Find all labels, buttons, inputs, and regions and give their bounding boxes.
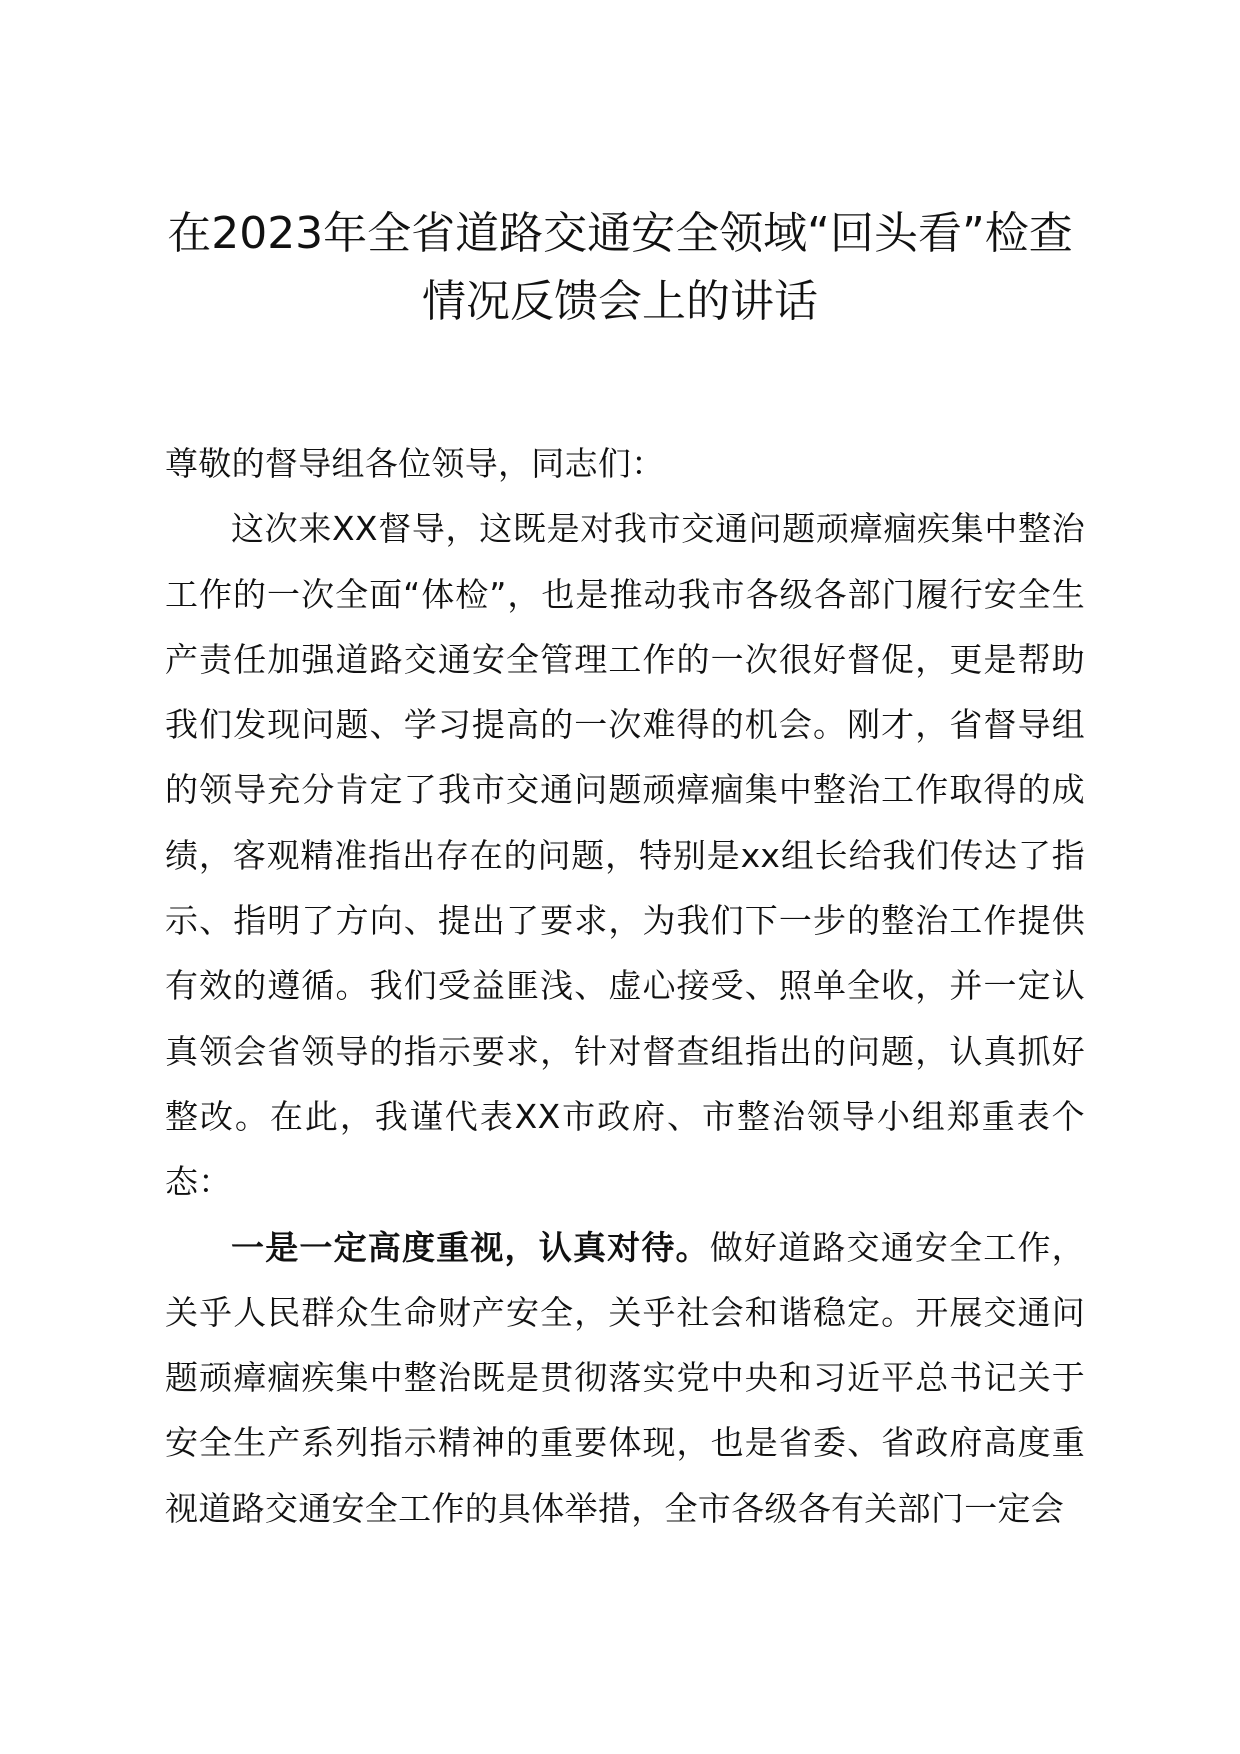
document-title: 在2023年全省道路交通安全领域“回头看”检查情况反馈会上的讲话 [167, 208, 1073, 327]
paragraph-1-text: 这次来XX督导，这既是对我市交通问题顽瘴痼疾集中整治工作的一次全面“体检”，也是推动我市各级各部门履行安全生产责任加强道路交通安全管理工作的一次很好督促，更是帮助我们发现问题、学习提高的一次难得的机会。刚才，省督导组的领导充分肯定了我市交通问题顽瘴痼集中整治工作取得的成绩，客观精准指出存在的问题，特别是xx组长给我们传达了指示、指明了方向、提出了要求，为我们下一步的整治工作提供有效的遵循。我们受益匪浅、虚心接受、照单全收，并一定认真领会省领导的指示要求，针对督查组指出的问题，认真抓好整改。在此，我谨代表XX市政府、市整治领导小组郑重表个态： [165, 509, 1085, 1202]
paragraph-2-text: 做好道路交通安全工作，关乎人民群众生命财产安全，关乎社会和谐稳定。开展交通问题顽瘴痼疾集中整治既是贯彻落实党中央和习近平总书记关于安全生产系列指示精神的重要体现，也是省委、省政府高度重视道路交通安全工作的具体举措，全市各级各有关部门一定会 [165, 1227, 1085, 1528]
paragraph-2-lead: 一是一定高度重视，认真对待。 [231, 1227, 710, 1267]
paragraph-2 [165, 1215, 1085, 1541]
paragraph-1 [165, 496, 1085, 1214]
document-body [165, 431, 1085, 1541]
salutation: 尊敬的督导组各位领导，同志们： [165, 444, 665, 483]
